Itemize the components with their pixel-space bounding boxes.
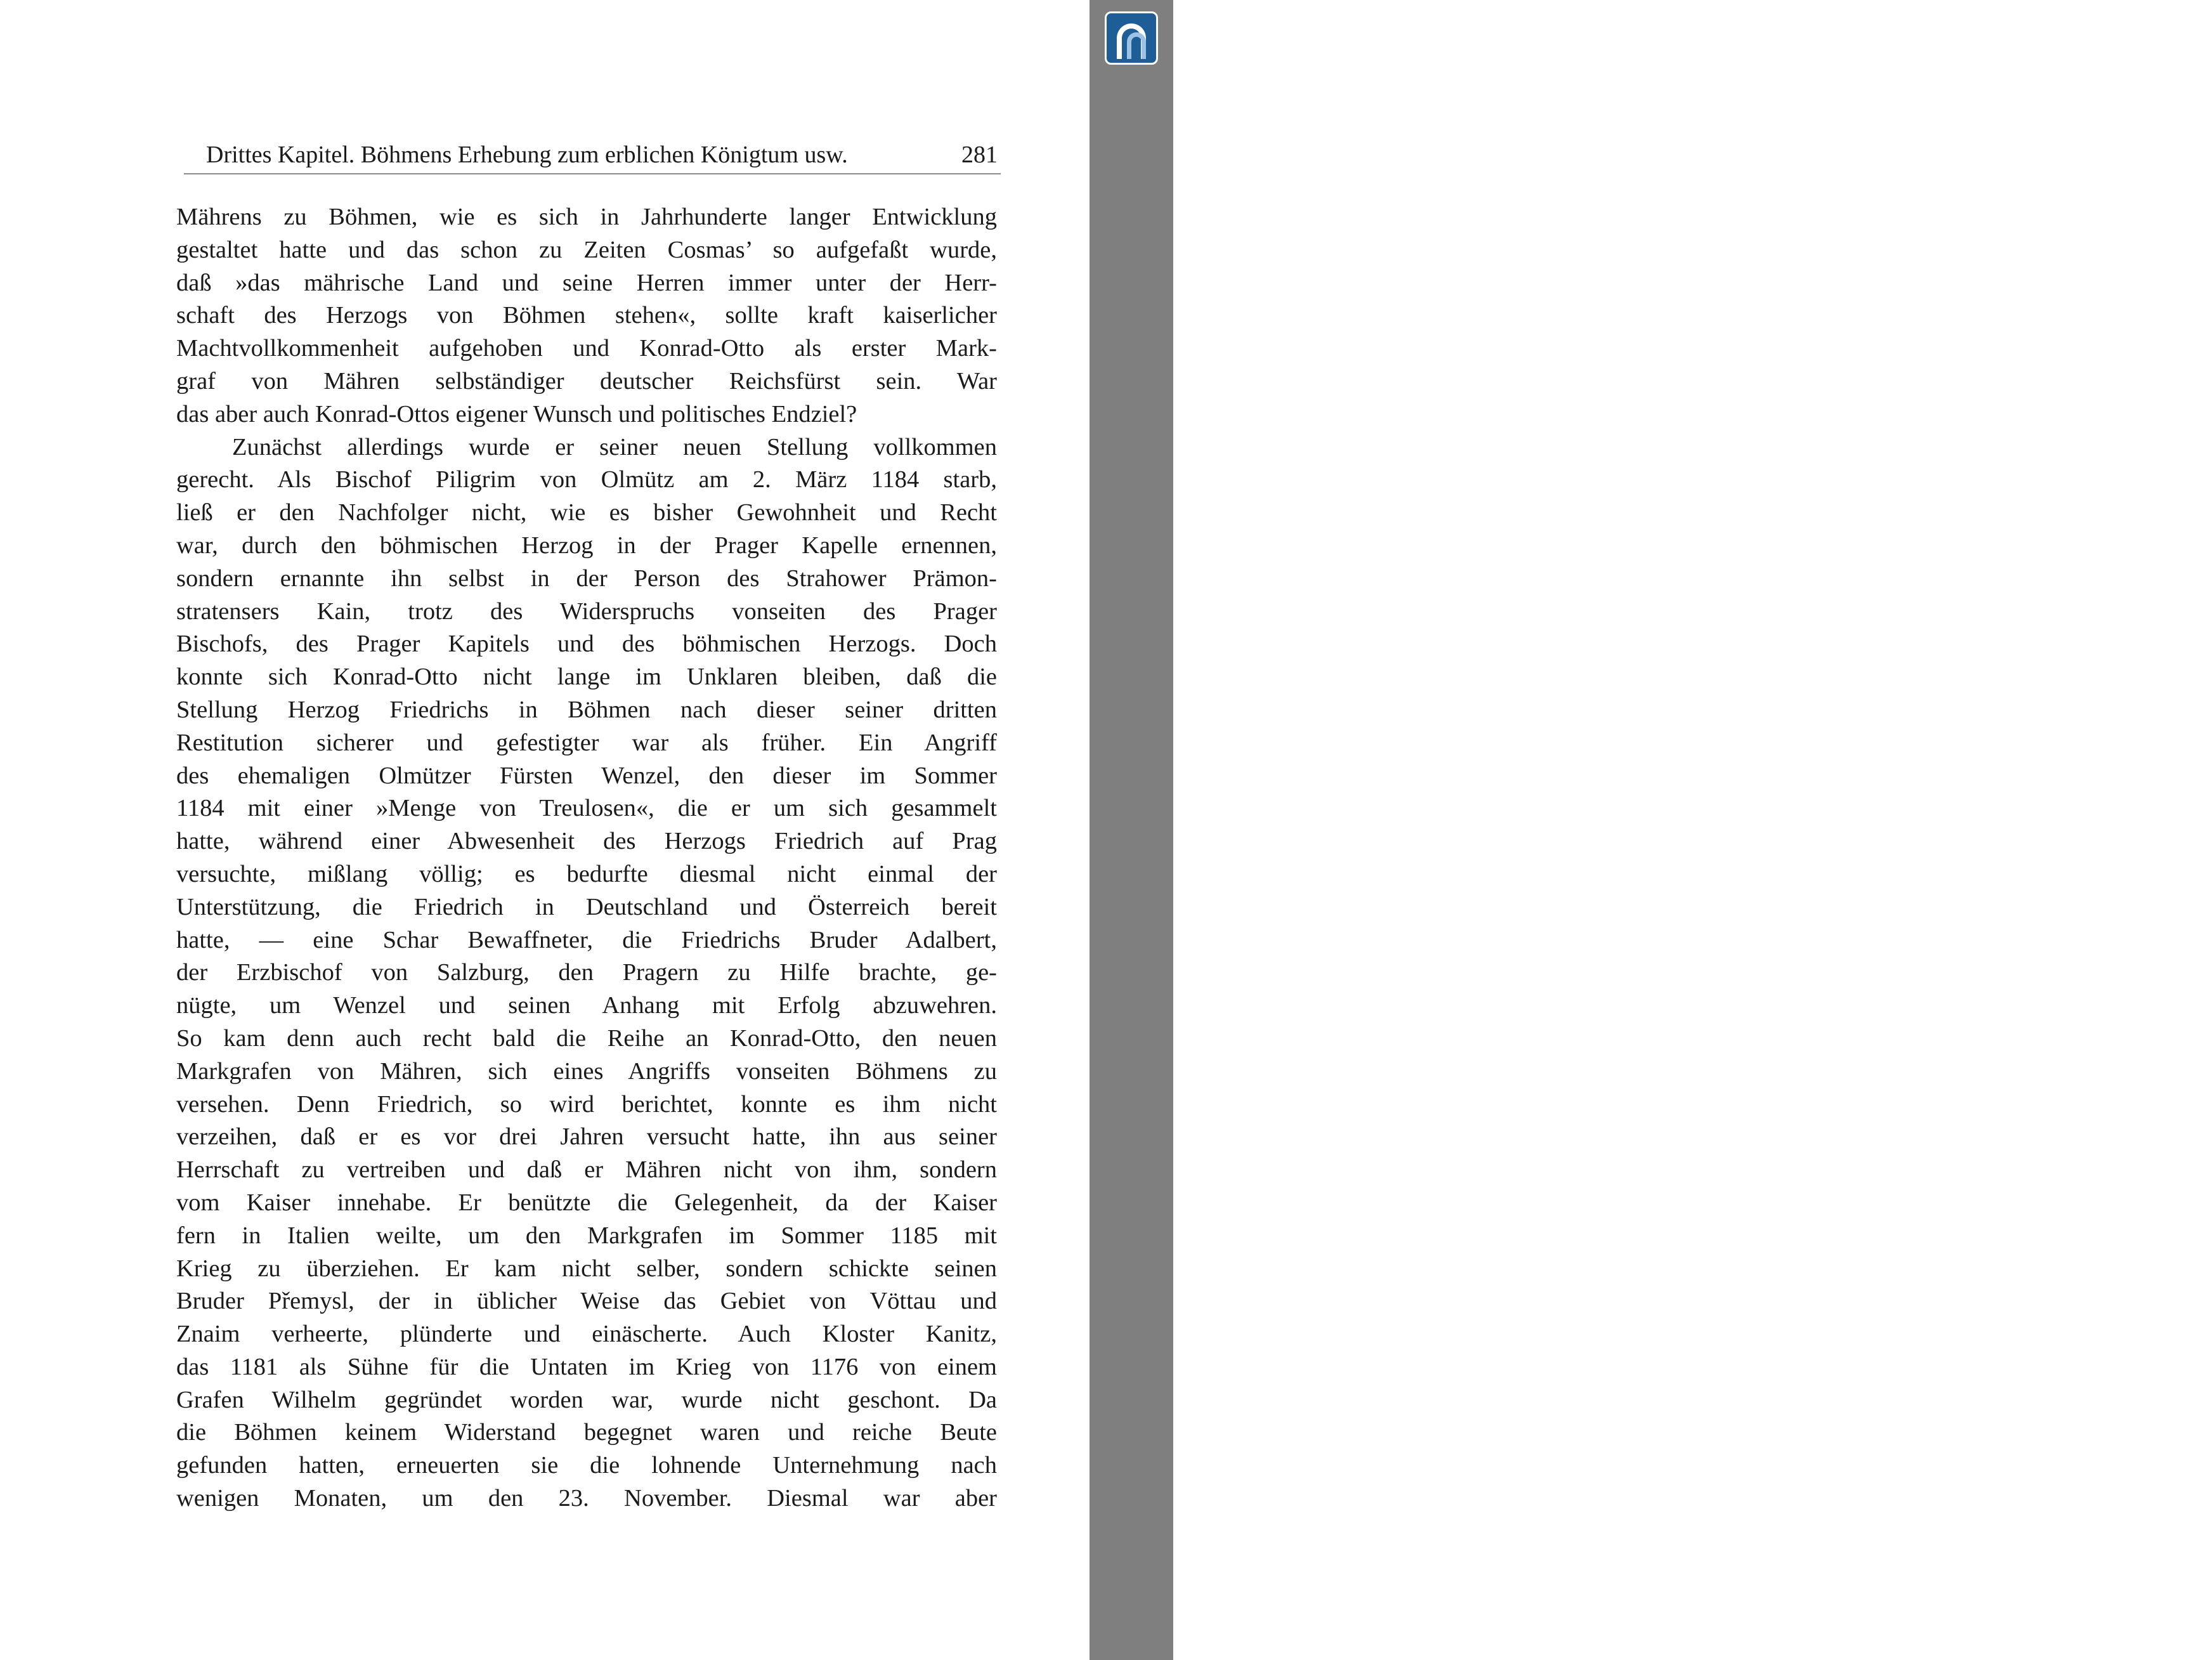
text-line: Krieg zu überziehen. Er kam nicht selber, sondern schickte seinen [176, 1255, 997, 1282]
text-line: Unterstützung, die Friedrich in Deutschland und Österreich bereit [176, 893, 997, 920]
text-line: ließ er den Nachfolger nicht, wie es bisher Gewohnheit und Recht [176, 499, 997, 526]
page-number: 281 [961, 141, 998, 168]
text-line: verzeihen, daß er es vor drei Jahren versucht hatte, ihn aus seiner [176, 1123, 997, 1151]
text-line: 1184 mit einer »Menge von Treulosen«, die er um sich gesammelt [176, 795, 997, 822]
text-line: gefunden hatten, erneuerten sie die lohnende Unternehmung nach [176, 1452, 997, 1479]
text-line: konnte sich Konrad-Otto nicht lange im Unklaren bleiben, daß die [176, 663, 997, 691]
text-line: Zunächst allerdings wurde er seiner neuen Stellung vollkommen [232, 433, 997, 461]
text-line: Stellung Herzog Friedrichs in Böhmen nach dieser seiner dritten [176, 696, 997, 723]
text-line: vom Kaiser innehabe. Er benützte die Gelegenheit, da der Kaiser [176, 1189, 997, 1216]
text-line: graf von Mähren selbständiger deutscher Reichsfürst sein. War [176, 367, 997, 395]
running-title: Drittes Kapitel. Böhmens Erhebung zum erblichen Königtum usw. [206, 141, 848, 168]
text-line: fern in Italien weilte, um den Markgrafen im Sommer 1185 mit [176, 1222, 997, 1249]
text-line: des ehemaligen Olmützer Fürsten Wenzel, den dieser im Sommer [176, 762, 997, 789]
text-line: gerecht. Als Bischof Piligrim von Olmütz am 2. März 1184 starb, [176, 466, 997, 493]
text-line: Grafen Wilhelm gegründet worden war, wurde nicht geschont. Da [176, 1386, 997, 1413]
running-header [206, 138, 998, 171]
text-line: die Böhmen keinem Widerstand begegnet waren und reiche Beute [176, 1419, 997, 1446]
text-line: gestaltet hatte und das schon zu Zeiten Cosmas’ so aufgefaßt wurde, [176, 236, 997, 263]
text-line: hatte, — eine Schar Bewaffneter, die Friedrichs Bruder Adalbert, [176, 926, 997, 953]
text-line: versehen. Denn Friedrich, so wird berichtet, konnte es ihm nicht [176, 1090, 997, 1118]
watermark-url: FR.PRINT-DRIVER.COM [2170, 82, 2189, 274]
text-line: Bischofs, des Prager Kapitels und des böhmischen Herzogs. Doch [176, 631, 997, 658]
text-line: das 1181 als Sühne für die Untaten im Krieg von 1176 von einem [176, 1353, 997, 1380]
text-line: Machtvollkommenheit aufgehoben und Konrad-Otto als erster Mark- [176, 335, 997, 362]
converter-logo-icon [1105, 11, 1158, 65]
text-line: der Erzbischof von Salzburg, den Pragern zu Hilfe brachte, ge- [176, 959, 997, 986]
text-line: Herrschaft zu vertreiben und daß er Mähren nicht von ihm, sondern [176, 1156, 997, 1184]
text-line: war, durch den böhmischen Herzog in der Prager Kapelle ernennen, [176, 532, 997, 559]
text-line: daß »das mährische Land und seine Herren immer unter der Herr- [176, 269, 997, 296]
text-line: das aber auch Konrad-Ottos eigener Wunsch und politisches Endziel? [176, 400, 857, 428]
text-line: stratensers Kain, trotz des Widerspruchs vonseiten des Prager [176, 598, 997, 625]
text-line: Znaim verheerte, plünderte und einäscherte. Auch Kloster Kanitz, [176, 1321, 997, 1348]
header-rule [184, 173, 1001, 174]
body-text [176, 201, 997, 1515]
text-line: sondern ernannte ihn selbst in der Person des Strahower Prämon- [176, 565, 997, 592]
text-line: Restitution sicherer und gefestigter war als früher. Ein Angriff [176, 729, 997, 756]
text-line: hatte, während einer Abwesenheit des Herzogs Friedrich auf Prag [176, 828, 997, 855]
watermark-text: Créé par la version démo de Universal Document Converter. La version complète n'ajoute pas ce texte. [2192, 82, 2212, 971]
text-line: wenigen Monaten, um den 23. November. Diesmal war aber [176, 1485, 997, 1512]
text-line: Bruder Přemysl, der in üblicher Weise das Gebiet von Vöttau und [176, 1288, 997, 1315]
text-line: versuchte, mißlang völlig; es bedurfte diesmal nicht einmal der [176, 860, 997, 887]
document-page [0, 0, 1090, 1660]
text-line: Mährens zu Böhmen, wie es sich in Jahrhunderte langer Entwicklung [176, 204, 997, 230]
text-line: nügte, um Wenzel und seinen Anhang mit Erfolg abzuwehren. [176, 992, 997, 1019]
text-line: Markgrafen von Mähren, sich eines Angriffs vonseiten Böhmens zu [176, 1057, 997, 1085]
text-line: schaft des Herzogs von Böhmen stehen«, sollte kraft kaiserlicher [176, 302, 997, 329]
text-line: So kam denn auch recht bald die Reihe an Konrad-Otto, den neuen [176, 1024, 997, 1052]
